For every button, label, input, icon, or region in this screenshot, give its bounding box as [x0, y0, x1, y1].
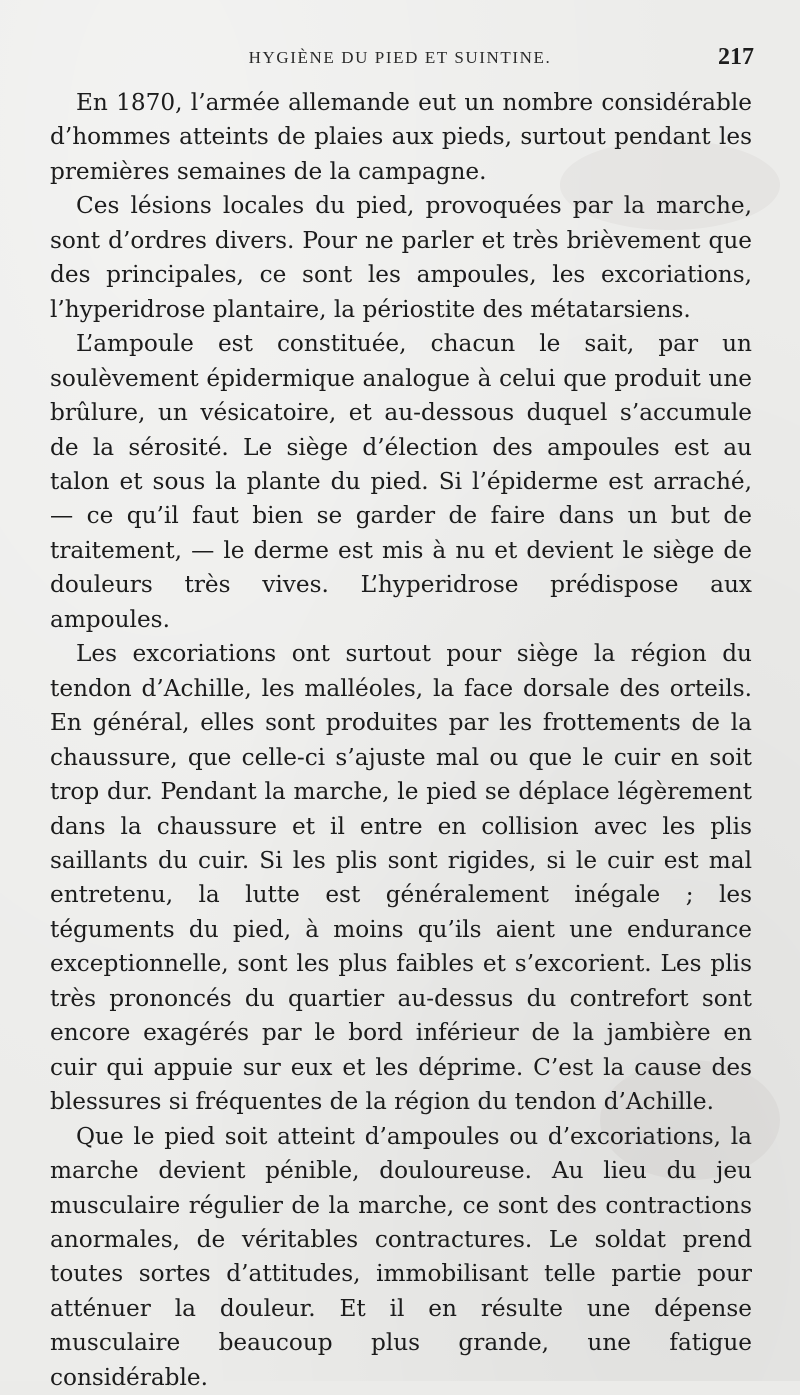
page-header	[0, 44, 800, 74]
body-text	[50, 86, 752, 1395]
paragraph: Ces lésions locales du pied, provoquées par la marche, sont d’ordres divers. Pour ne parler et très brièvement que des principales, ce sont les ampoules, les excoriations, l’hyperidrose plantaire, la périostite des métatarsiens.	[50, 192, 752, 323]
paragraph: Que le pied soit atteint d’ampoules ou d’excoriations, la marche devient pénible, douloureuse. Au lieu du jeu musculaire régulier de la marche, ce sont des contractions anormales, de véritables contractures. Le soldat prend toutes sortes d’attitudes, immobilisant telle partie pour atténuer la douleur. Et il en résulte une dépense musculaire beaucoup plus grande, une fatigue considérable.	[50, 1122, 752, 1391]
paragraph: Les excoriations ont surtout pour siège la région du tendon d’Achille, les malléoles, la face dorsale des orteils. En général, elles sont produites par les frottements de la chaussure, que celle-ci s’ajuste mal ou que le cuir en soit trop dur. Pendant la marche, le pied se déplace légèrement dans la chaussure et il entre en collision avec les plis saillants du cuir. Si les plis sont rigides, si le cuir est mal entretenu, la lutte est généralement inégale ; les téguments du pied, à moins qu’ils aient une endurance exceptionnelle, sont les plus faibles et s’excorient. Les plis très prononcés du quartier au-dessus du contrefort sont encore exagérés par le bord inférieur de la jambière en cuir qui appuie sur eux et les déprime. C’est la cause des blessures si fréquentes de la région du tendon d’Achille.	[50, 640, 752, 1116]
paragraph: L’ampoule est constituée, chacun le sait, par un soulèvement épidermique analogue à celui que produit une brûlure, un vésicatoire, et au-dessous duquel s’accumule de la sérosité. Le siège d’élection des ampoules est au talon et sous la plante du pied. Si l’épiderme est arraché, — ce qu’il faut bien se garder de faire dans un but de traitement, — le derme est mis à nu et devient le siège de douleurs très vives. L’hyperidrose prédispose aux ampoules.	[50, 330, 752, 633]
paragraph: En 1870, l’armée allemande eut un nombre considérable d’hommes atteints de plaies aux pieds, surtout pendant les premières semaines de la campagne.	[50, 89, 752, 185]
running-head: HYGIÈNE DU PIED ET SUINTINE.	[248, 48, 552, 67]
page-number: 217	[718, 44, 754, 70]
